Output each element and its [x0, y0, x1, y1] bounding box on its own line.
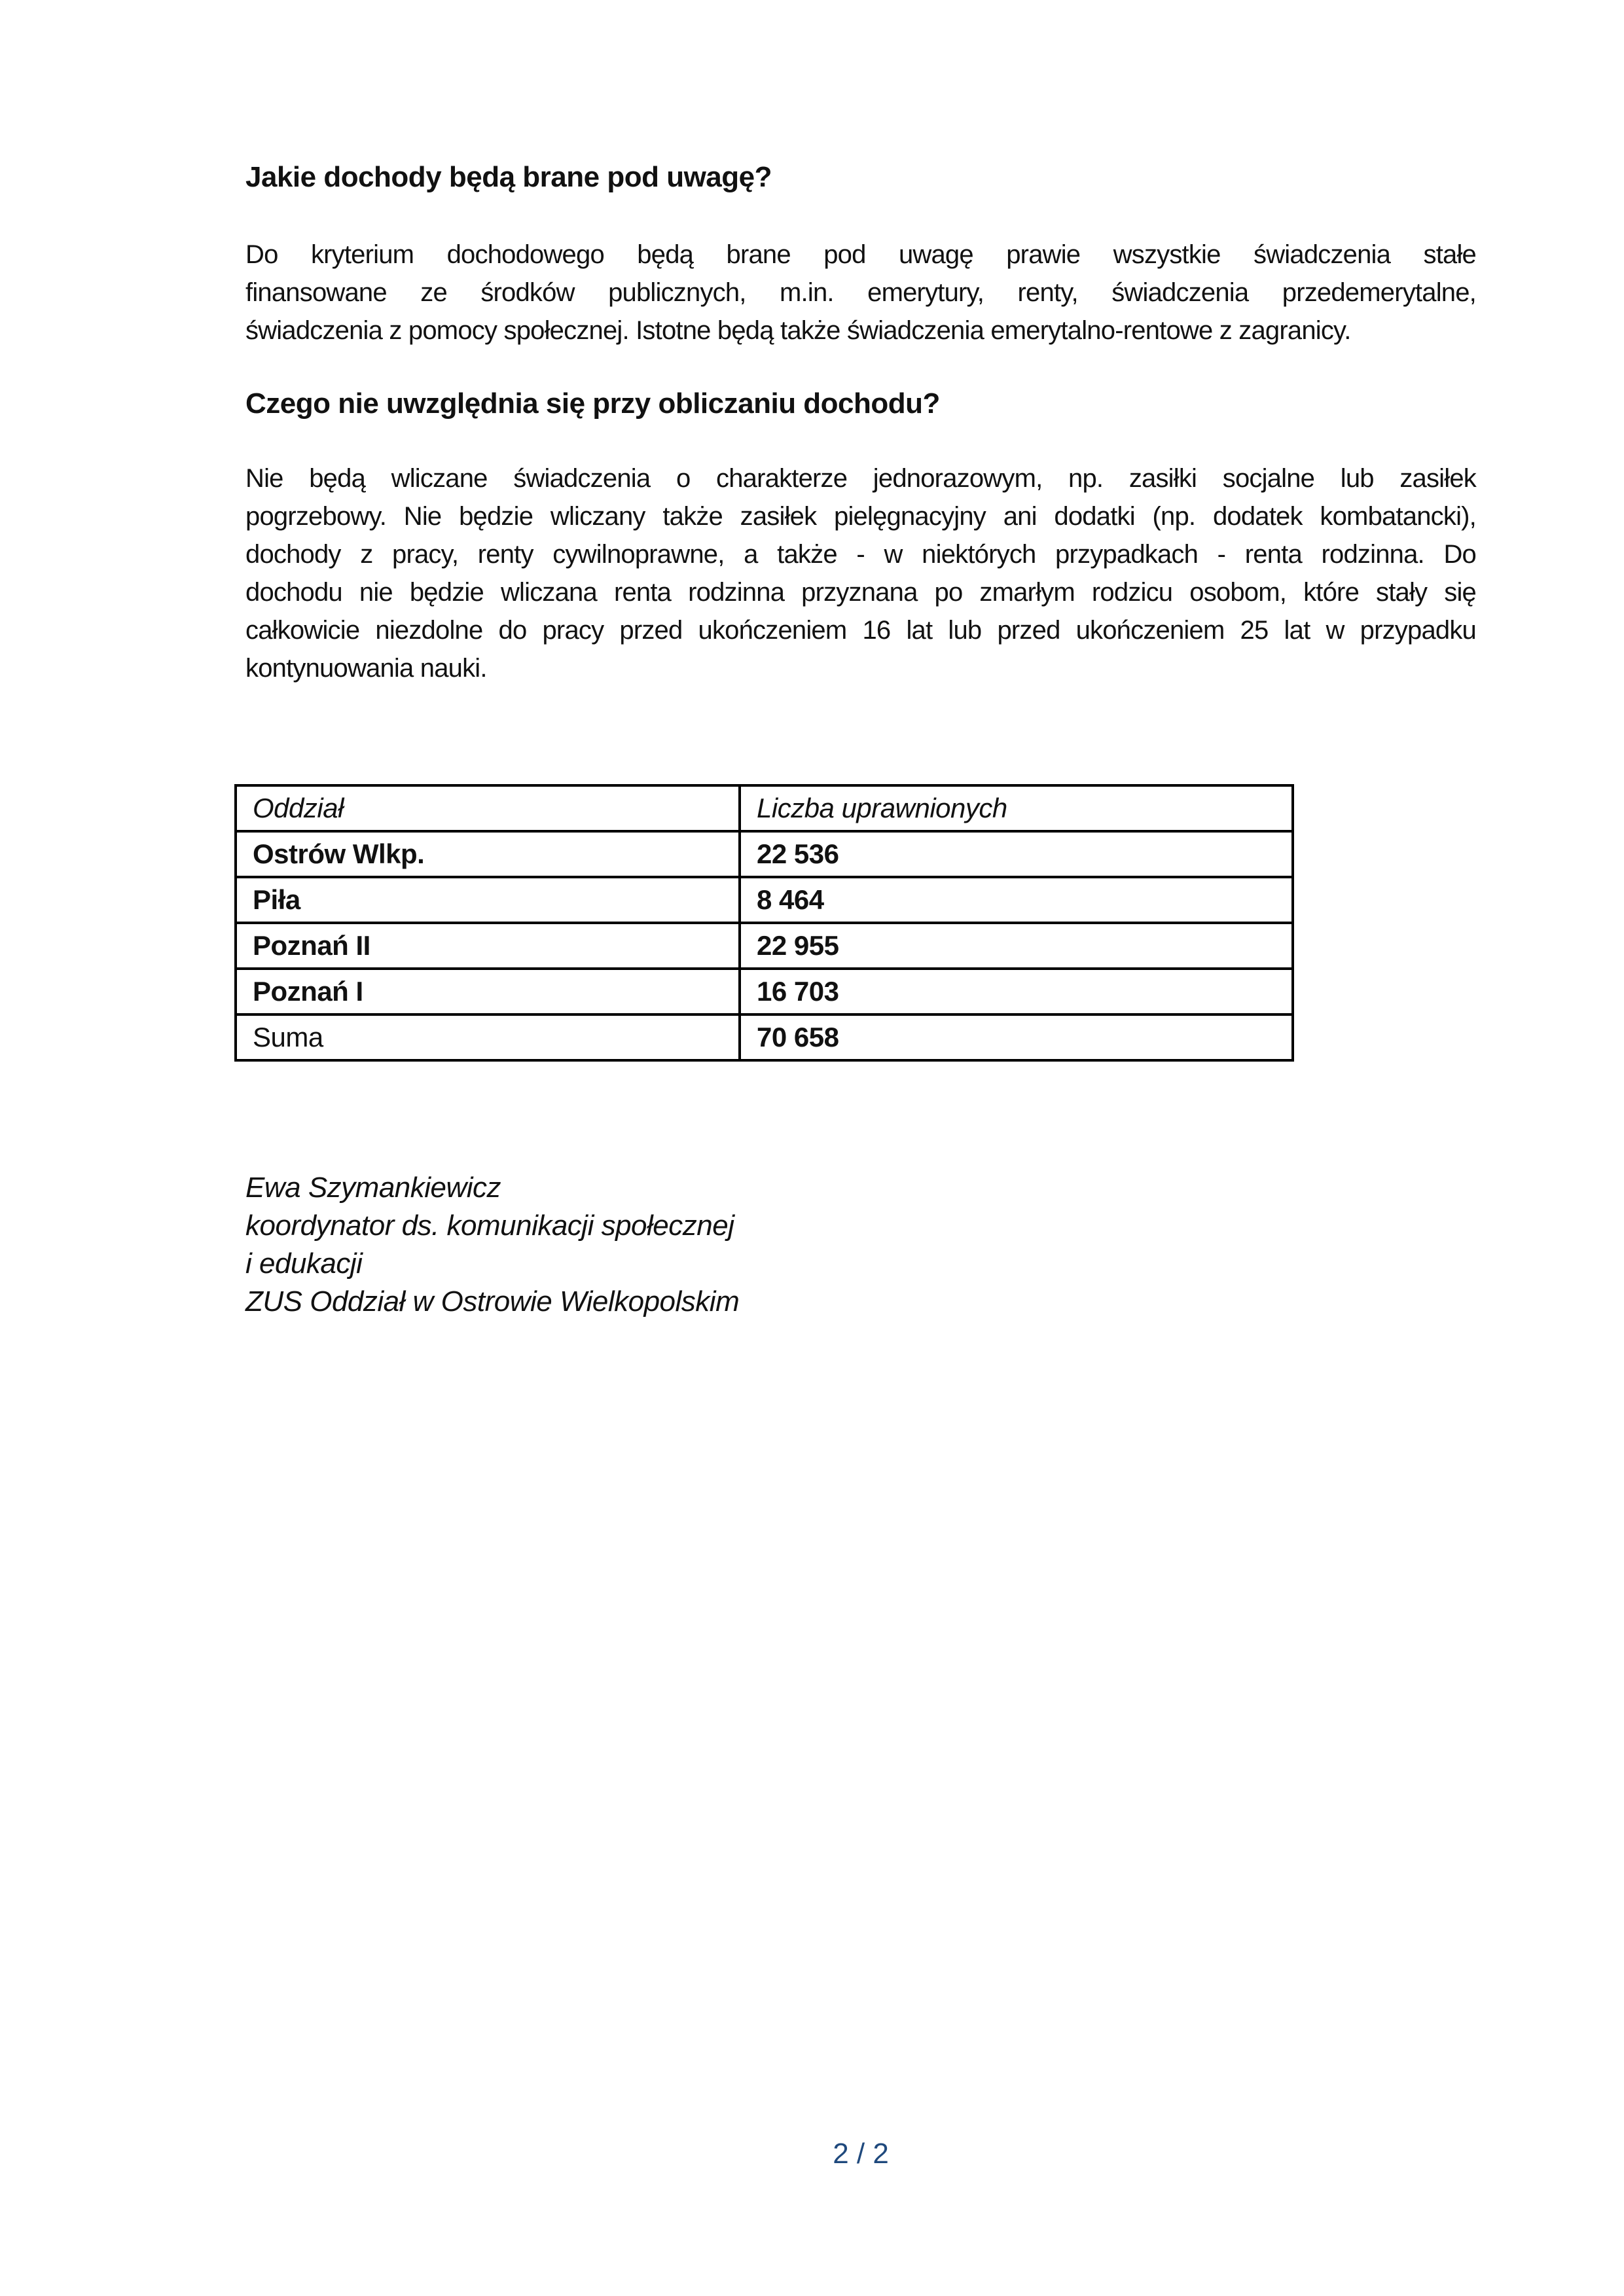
signature-title: koordynator ds. komunikacji społecznej	[245, 1210, 734, 1242]
col-header-liczba-uprawnionych: Liczba uprawnionych	[740, 785, 1293, 831]
section2-paragraph	[245, 459, 1476, 687]
signature-title-cont: i edukacji	[245, 1247, 363, 1280]
value-cell: 22 536	[740, 831, 1293, 877]
value-cell: 16 703	[740, 969, 1293, 1014]
paragraph-line: dochody z pracy, renty cywilnoprawne, a także - w niektórych przypadkach - renta rodzinna. Do	[245, 540, 1476, 569]
table-row-total	[236, 1014, 1293, 1060]
paragraph-line: pogrzebowy. Nie będzie wliczany także zasiłek pielęgnacyjny ani dodatki (np. dodatek kombatancki),	[245, 502, 1476, 531]
branches-table	[234, 784, 1294, 1062]
paragraph-line: Nie będą wliczane świadczenia o charakterze jednorazowym, np. zasiłki socjalne lub zasiłek	[245, 464, 1476, 493]
branch-name-cell: Poznań II	[236, 923, 740, 969]
paragraph-line: dochodu nie będzie wliczana renta rodzinna przyznana po zmarłym rodzicu osobom, które stały się	[245, 578, 1476, 607]
paragraph-line: finansowane ze środków publicznych, m.in. emerytury, renty, świadczenia przedemerytalne,	[245, 278, 1476, 307]
branch-name-cell: Suma	[236, 1014, 740, 1060]
page-footer	[245, 2135, 1476, 2173]
paragraph-line: całkowicie niezdolne do pracy przed ukończeniem 16 lat lub przed ukończeniem 25 lat w przypadku	[245, 616, 1476, 645]
paragraph-line: świadczenia z pomocy społecznej. Istotne będą także świadczenia emerytalno-rentowe z zagranicy.	[245, 316, 1351, 345]
signature-organization: ZUS Oddział w Ostrowie Wielkopolskim	[245, 1285, 740, 1318]
value-cell: 8 464	[740, 877, 1293, 923]
section1-paragraph	[245, 236, 1476, 350]
signature-name: Ewa Szymankiewicz	[245, 1172, 501, 1204]
signature-block	[245, 1169, 1358, 1321]
table-row	[236, 969, 1293, 1014]
value-cell: 70 658	[740, 1014, 1293, 1060]
branch-name-cell: Piła	[236, 877, 740, 923]
branch-name-cell: Poznań I	[236, 969, 740, 1014]
paragraph-line: kontynuowania nauki.	[245, 654, 487, 683]
branch-name-cell: Ostrów Wlkp.	[236, 831, 740, 877]
section1-heading: Jakie dochody będą brane pod uwagę?	[245, 161, 772, 193]
table-header-row	[236, 785, 1293, 831]
section2-heading: Czego nie uwzględnia się przy obliczaniu dochodu?	[245, 387, 940, 420]
paragraph-line: Do kryterium dochodowego będą brane pod uwagę prawie wszystkie świadczenia stałe	[245, 240, 1476, 269]
table-row	[236, 923, 1293, 969]
value-cell: 22 955	[740, 923, 1293, 969]
table-row	[236, 831, 1293, 877]
col-header-oddzial: Oddział	[236, 785, 740, 831]
table-row	[236, 877, 1293, 923]
page-number: 2 / 2	[833, 2138, 889, 2170]
